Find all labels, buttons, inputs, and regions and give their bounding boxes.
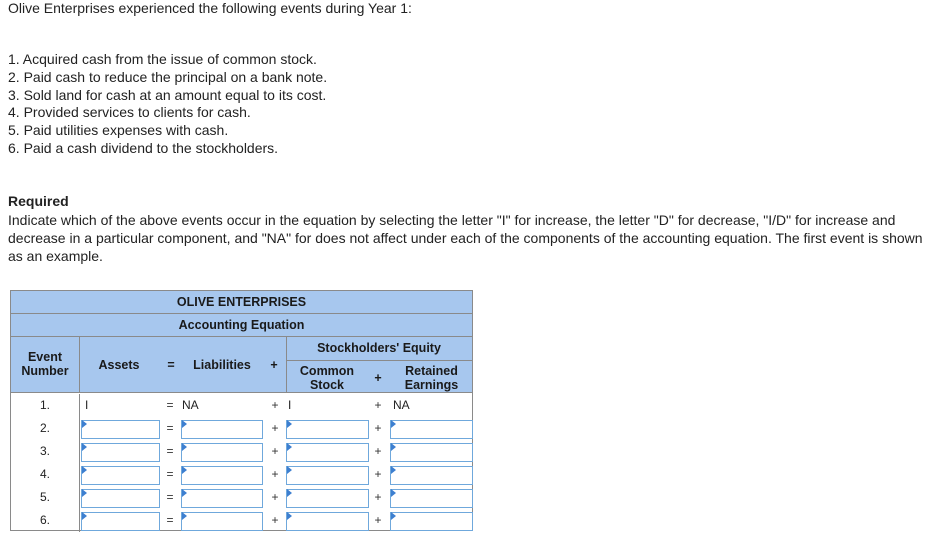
- retained-earnings-input[interactable]: [390, 512, 473, 531]
- equals-sign: =: [166, 398, 174, 412]
- assets-input[interactable]: [81, 512, 160, 531]
- liabilities-input[interactable]: [181, 420, 263, 439]
- common-stock-input[interactable]: [286, 420, 369, 439]
- equity-divider: [286, 360, 472, 361]
- retained-earnings-input[interactable]: [390, 466, 473, 485]
- plus-sign: +: [271, 490, 279, 504]
- row-divider: [79, 509, 80, 532]
- table-row: [11, 463, 472, 486]
- event-number: 1.: [39, 398, 50, 412]
- common-stock-input[interactable]: [286, 489, 369, 508]
- header-divider: [286, 337, 287, 393]
- assets-input[interactable]: [81, 466, 160, 485]
- common-stock-header: [286, 364, 368, 392]
- assets-header: Assets: [98, 358, 140, 372]
- retained-earnings-header: [391, 364, 472, 392]
- column-header-row: [11, 337, 472, 393]
- common-stock-input[interactable]: [286, 443, 369, 462]
- event-number: 4.: [39, 467, 50, 481]
- required-heading: Required: [8, 193, 69, 209]
- assets-input[interactable]: [81, 443, 160, 462]
- table-row: [11, 394, 472, 417]
- row-divider: [79, 440, 80, 463]
- plus-sign: +: [374, 513, 382, 527]
- event-header-line2: Number: [21, 364, 69, 378]
- event-item: 2. Paid cash to reduce the principal on a bank note.: [8, 68, 328, 85]
- event-number: 3.: [39, 444, 50, 458]
- plus-sign: +: [271, 398, 279, 412]
- table-row: [11, 440, 472, 463]
- intro-text: Olive Enterprises experienced the following events during Year 1:: [8, 0, 412, 16]
- equals-sign: =: [166, 444, 174, 458]
- table-row: [11, 417, 472, 440]
- plus-sign: +: [271, 444, 279, 458]
- equals-header: =: [167, 358, 175, 372]
- liabilities-header: Liabilities: [193, 358, 251, 372]
- stockholders-equity-header: Stockholders' Equity: [317, 341, 441, 355]
- equals-sign: =: [166, 421, 174, 435]
- event-list: [8, 51, 327, 158]
- retained-earnings-value: NA: [393, 398, 410, 412]
- event-item: 1. Acquired cash from the issue of common stock.: [8, 51, 317, 67]
- event-item: 6. Paid a cash dividend to the stockholders.: [8, 139, 279, 156]
- retained-header-line1: Retained: [405, 364, 458, 378]
- table-row: [11, 509, 472, 532]
- liabilities-input[interactable]: [181, 466, 263, 485]
- event-number: 2.: [39, 421, 50, 435]
- row-divider: [79, 417, 80, 440]
- liabilities-input[interactable]: [181, 489, 263, 508]
- common-header-line2: Stock: [309, 378, 345, 392]
- assets-value: I: [85, 398, 89, 412]
- table-title: OLIVE ENTERPRISES: [11, 291, 472, 314]
- liabilities-value: NA: [182, 398, 199, 412]
- event-header-line1: Event: [27, 350, 63, 364]
- liabilities-input[interactable]: [181, 443, 263, 462]
- plus-sign: +: [374, 490, 382, 504]
- accounting-equation-table: [10, 290, 473, 531]
- plus-sign: +: [374, 421, 382, 435]
- event-item: 4. Provided services to clients for cash.: [8, 104, 251, 121]
- retained-earnings-input[interactable]: [390, 489, 473, 508]
- plus-header-2: +: [374, 371, 382, 385]
- plus-sign: +: [374, 398, 382, 412]
- plus-sign: +: [374, 444, 382, 458]
- retained-header-line2: Earnings: [404, 378, 459, 392]
- equals-sign: =: [166, 467, 174, 481]
- event-item: 3. Sold land for cash at an amount equal to its cost.: [8, 86, 327, 103]
- plus-header: +: [270, 358, 278, 372]
- common-stock-value: I: [288, 398, 292, 412]
- retained-earnings-input[interactable]: [390, 420, 473, 439]
- common-stock-input[interactable]: [286, 512, 369, 531]
- common-header-line1: Common: [299, 364, 355, 378]
- event-number: 6.: [39, 513, 50, 527]
- plus-sign: +: [271, 513, 279, 527]
- table-subtitle: Accounting Equation: [11, 314, 472, 337]
- equals-sign: =: [166, 490, 174, 504]
- common-stock-input[interactable]: [286, 466, 369, 485]
- row-divider: [79, 486, 80, 509]
- event-item: 5. Paid utilities expenses with cash.: [8, 122, 229, 139]
- plus-sign: +: [271, 467, 279, 481]
- row-divider: [79, 394, 80, 417]
- plus-sign: +: [374, 467, 382, 481]
- event-number: 5.: [39, 490, 50, 504]
- retained-earnings-input[interactable]: [390, 443, 473, 462]
- row-divider: [79, 463, 80, 486]
- liabilities-input[interactable]: [181, 512, 263, 531]
- assets-input[interactable]: [81, 420, 160, 439]
- assets-input[interactable]: [81, 489, 160, 508]
- required-instructions: Indicate which of the above events occur in the equation by selecting the letter "I" for increase, the letter "D" for decrease, "I/D" for increase and decrease in a particular component, and "NA" for does not affect under each of the components of the accounting equation. The first event is shown as an example.: [8, 212, 923, 264]
- table-row: [11, 486, 472, 509]
- equals-sign: =: [166, 513, 174, 527]
- header-divider: [79, 337, 80, 393]
- plus-sign: +: [271, 421, 279, 435]
- event-number-header: [11, 350, 79, 378]
